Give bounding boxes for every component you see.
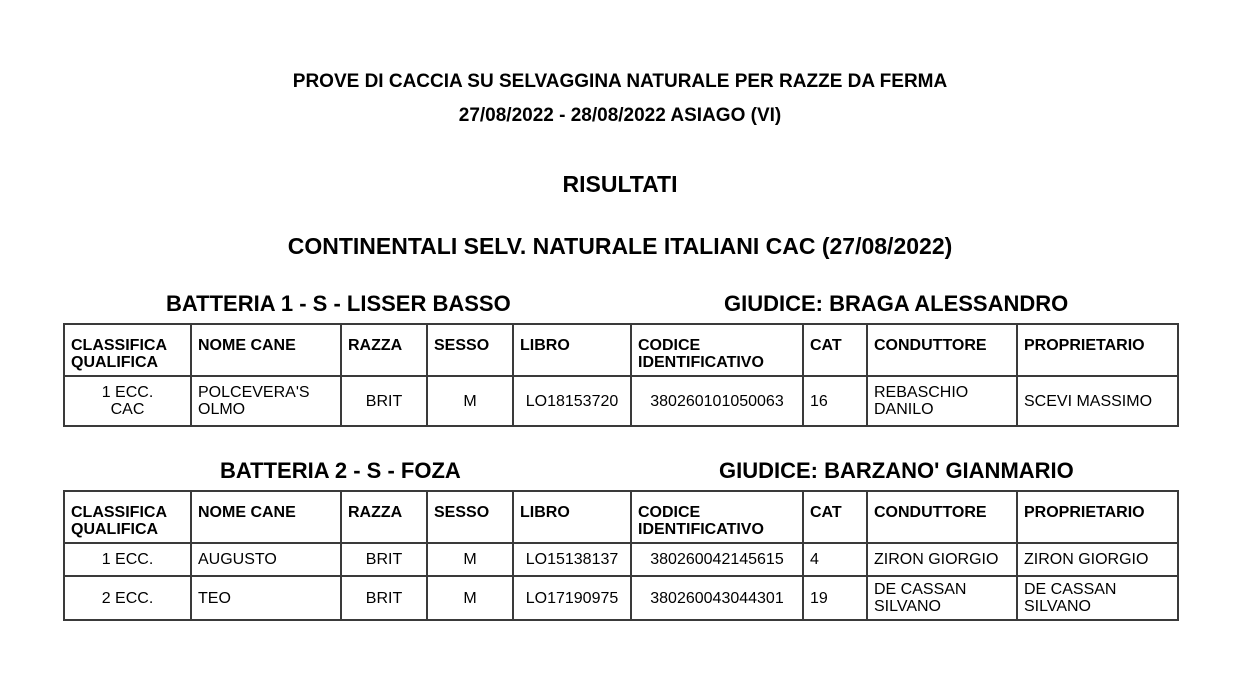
cell-libro: LO17190975: [513, 576, 631, 620]
cell-nome-cane: AUGUSTO: [191, 543, 341, 576]
column-header-sesso: SESSO: [427, 491, 513, 543]
cell-proprietario: DE CASSAN SILVANO: [1017, 576, 1178, 620]
column-header-proprietario: PROPRIETARIO: [1017, 491, 1178, 543]
cell-codice: 380260101050063: [631, 376, 803, 426]
cell-proprietario: ZIRON GIORGIO: [1017, 543, 1178, 576]
cell-conduttore: REBASCHIO DANILO: [867, 376, 1017, 426]
batteria-2-table: [63, 490, 1179, 621]
cell-proprietario: SCEVI MASSIMO: [1017, 376, 1178, 426]
column-header-codice: CODICE IDENTIFICATIVO: [631, 324, 803, 376]
section-title: CONTINENTALI SELV. NATURALE ITALIANI CAC (27/08/2022): [287, 233, 953, 259]
cell-conduttore: DE CASSAN SILVANO: [867, 576, 1017, 620]
table-header-row: [64, 324, 1178, 376]
cell-razza: BRIT: [341, 576, 427, 620]
cell-sesso: M: [427, 543, 513, 576]
column-header-libro: LIBRO: [513, 491, 631, 543]
column-header-razza: RAZZA: [341, 324, 427, 376]
cell-classifica: 1 ECC.: [64, 543, 191, 576]
column-header-sesso: SESSO: [427, 324, 513, 376]
cell-conduttore: ZIRON GIORGIO: [867, 543, 1017, 576]
table-row: [64, 543, 1178, 576]
header-dates-location: 27/08/2022 - 28/08/2022 ASIAGO (VI): [458, 105, 782, 126]
cell-razza: BRIT: [341, 543, 427, 576]
cell-libro: LO15138137: [513, 543, 631, 576]
column-header-conduttore: CONDUTTORE: [867, 324, 1017, 376]
column-header-nome-cane: NOME CANE: [191, 491, 341, 543]
column-header-nome-cane: NOME CANE: [191, 324, 341, 376]
cell-libro: LO18153720: [513, 376, 631, 426]
cell-razza: BRIT: [341, 376, 427, 426]
batteria-2-title: BATTERIA 2 - S - FOZA: [220, 458, 461, 483]
column-header-proprietario: PROPRIETARIO: [1017, 324, 1178, 376]
cell-cat: 16: [803, 376, 867, 426]
cell-codice: 380260043044301: [631, 576, 803, 620]
table-row: [64, 376, 1178, 426]
cell-codice: 380260042145615: [631, 543, 803, 576]
table-header-row: [64, 491, 1178, 543]
column-header-codice: CODICE IDENTIFICATIVO: [631, 491, 803, 543]
batteria-1-title: BATTERIA 1 - S - LISSER BASSO: [166, 291, 511, 316]
column-header-classifica: CLASSIFICA QUALIFICA: [64, 324, 191, 376]
column-header-cat: CAT: [803, 324, 867, 376]
column-header-conduttore: CONDUTTORE: [867, 491, 1017, 543]
cell-cat: 19: [803, 576, 867, 620]
column-header-libro: LIBRO: [513, 324, 631, 376]
batteria-2-giudice: GIUDICE: BARZANO' GIANMARIO: [719, 458, 1074, 483]
table-row: [64, 576, 1178, 620]
batteria-1-giudice: GIUDICE: BRAGA ALESSANDRO: [724, 291, 1069, 316]
batteria-1-table: [63, 323, 1179, 427]
cell-nome-cane: POLCEVERA'S OLMO: [191, 376, 341, 426]
cell-cat: 4: [803, 543, 867, 576]
column-header-cat: CAT: [803, 491, 867, 543]
cell-sesso: M: [427, 376, 513, 426]
cell-nome-cane: TEO: [191, 576, 341, 620]
results-title: RISULTATI: [562, 171, 678, 197]
column-header-razza: RAZZA: [341, 491, 427, 543]
cell-classifica: 2 ECC.: [64, 576, 191, 620]
cell-classifica: 1 ECC. CAC: [64, 376, 191, 426]
cell-sesso: M: [427, 576, 513, 620]
column-header-classifica: CLASSIFICA QUALIFICA: [64, 491, 191, 543]
header-title: PROVE DI CACCIA SU SELVAGGINA NATURALE PER RAZZE DA FERMA: [292, 71, 948, 92]
